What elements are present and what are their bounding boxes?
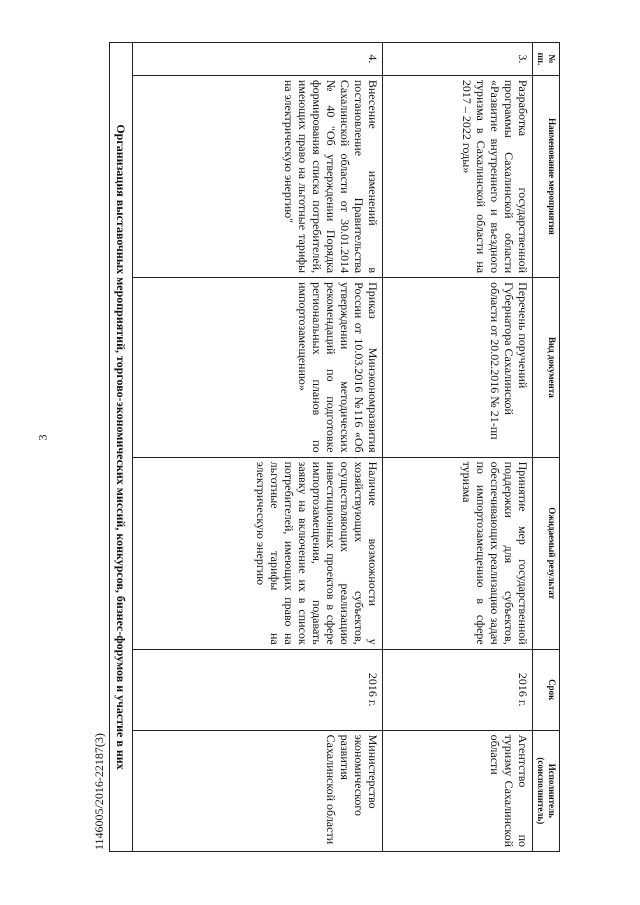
row-result: Наличие возможности у хозяйствующих субъектов, осуществляющих реализацию инвестиционных проектов в сфере импортозамещения, подавать заявку на включение их в список потребителей, имеющих право на льготные тарифы на электрическую энергию <box>133 457 383 649</box>
row-num: 3. <box>383 43 533 76</box>
row-result: Принятие мер государственной поддержки для субъектов, обеспечивающих реализацию задач по импортозамещению в сфере туризма <box>383 457 533 649</box>
row-name: Внесение изменений в постановление Правительства Сахалинской области от 30.01.2014 № 40 "Об утверждении Порядка формирования списка потребителей, имеющих право на льготные тарифы на электрическую энергию" <box>133 75 383 277</box>
row-term: 2016 г. <box>383 649 533 730</box>
table-row <box>383 43 533 852</box>
header-term: Срок <box>533 649 560 730</box>
row-executor: Министерство экономического развития Сахалинской области <box>133 730 383 851</box>
header-executor: Исполнитель (соисполнитель) <box>533 730 560 851</box>
row-term: 2016 г. <box>133 649 383 730</box>
rotated-table-sheet <box>90 42 560 852</box>
section-row <box>110 43 133 852</box>
header-num: № пп. <box>533 43 560 76</box>
section-title: Организация выставочных мероприятий, торгово-экономических миссий, конкурсов, бизнес-форумов и участие в них <box>110 43 133 852</box>
row-doc: Перечень поручений Губернатора Сахалинской области от 20.02.2016 № 21-пп <box>383 278 533 457</box>
header-doc: Вид документа <box>533 278 560 457</box>
header-name: Наименование мероприятия <box>533 75 560 277</box>
row-num: 4. <box>133 43 383 76</box>
page-number: 3 <box>35 434 50 441</box>
table-header-row <box>533 43 560 852</box>
row-doc: Приказ Минэкономразвития России от 10.03.2016 №116 «Об утверждении методических рекомендаций по подготовке региональных планов по импортозамещению» <box>133 278 383 457</box>
row-name: Разработка государственной программы Сахалинской области «Развитие внутреннего и въездного туризма в Сахалинской области на 2017 – 2022 годы» <box>383 75 533 277</box>
measures-table <box>109 42 560 852</box>
document-id: 1146005/2016-22187(3) <box>92 733 106 850</box>
table-row <box>133 43 383 852</box>
row-executor: Агентство по туризму Сахалинской области <box>383 730 533 851</box>
header-result: Ожидаемый результат <box>533 457 560 649</box>
